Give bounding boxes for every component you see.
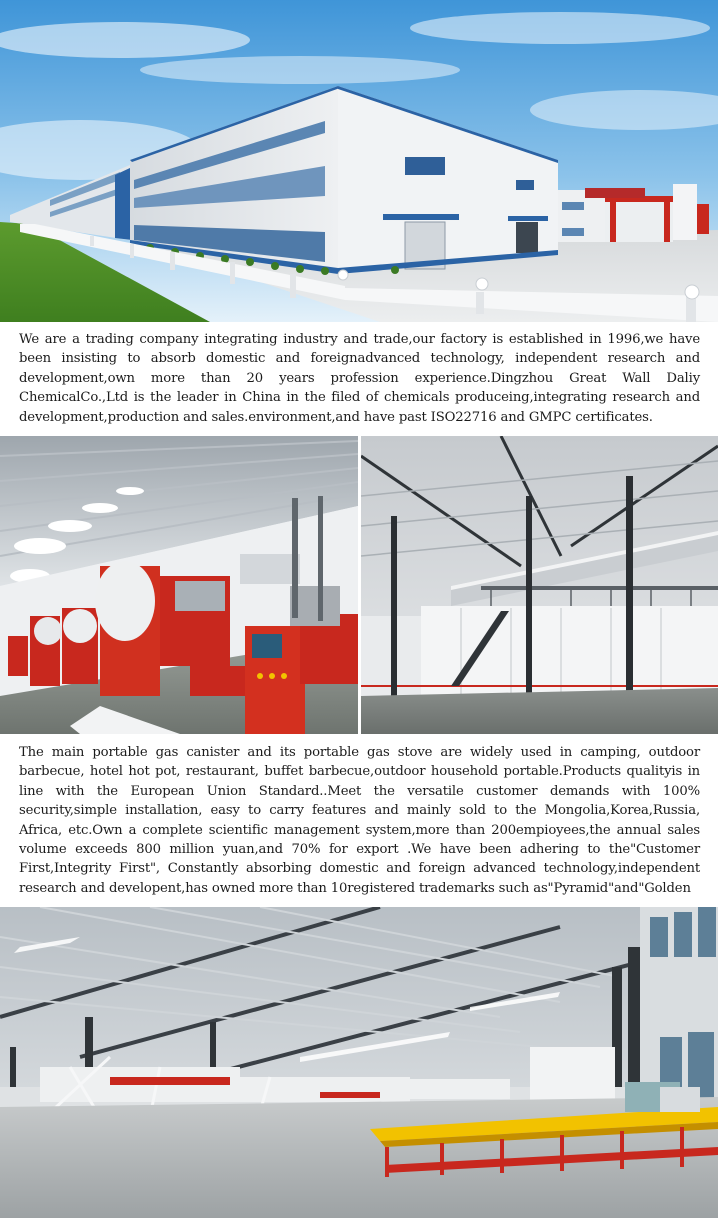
factory-exterior-photo: [0, 0, 718, 322]
products-description-text: The main portable gas canister and its portable gas stove are widely used in camping, outdoor barbecue, hotel hot pot, restaurant, buffet barbecue,outdoor household portable.Products qualityis in line with the European Union Standard..Meet the versatile customer demands with 100% security,simple installation, easy to carry features and mainly sold to the Mongolia,Korea,Russia, Africa, etc.Own a complete scientific management system,more than 200empioyees,the annual sales volume exceeds 800 million yuan,and 70% for export .We have been adhering to the"Customer First,Integrity First", Constantly absorbing domestic and foreign advanced technology,independent research and developent,has owned more than 10registered trademarks such as"Pyramid"and"Golden: [19, 745, 700, 896]
printing-press-photo: [0, 436, 358, 734]
workshop-interior-photo: [0, 907, 718, 1218]
company-intro-text: We are a trading company integrating industry and trade,our factory is established in 1996,we have been insisting to absorb domestic and foreignadvanced technology, independent research and development,own more than 20 years profession experience.Dingzhou Great Wall Daliy ChemicalCo.,Ltd is the leader in China in the filed of chemicals produceing,integrating research and development,production and sales.environment,and have past ISO22716 and GMPC certificates.: [19, 332, 700, 425]
production-hall-photo: [361, 436, 718, 734]
